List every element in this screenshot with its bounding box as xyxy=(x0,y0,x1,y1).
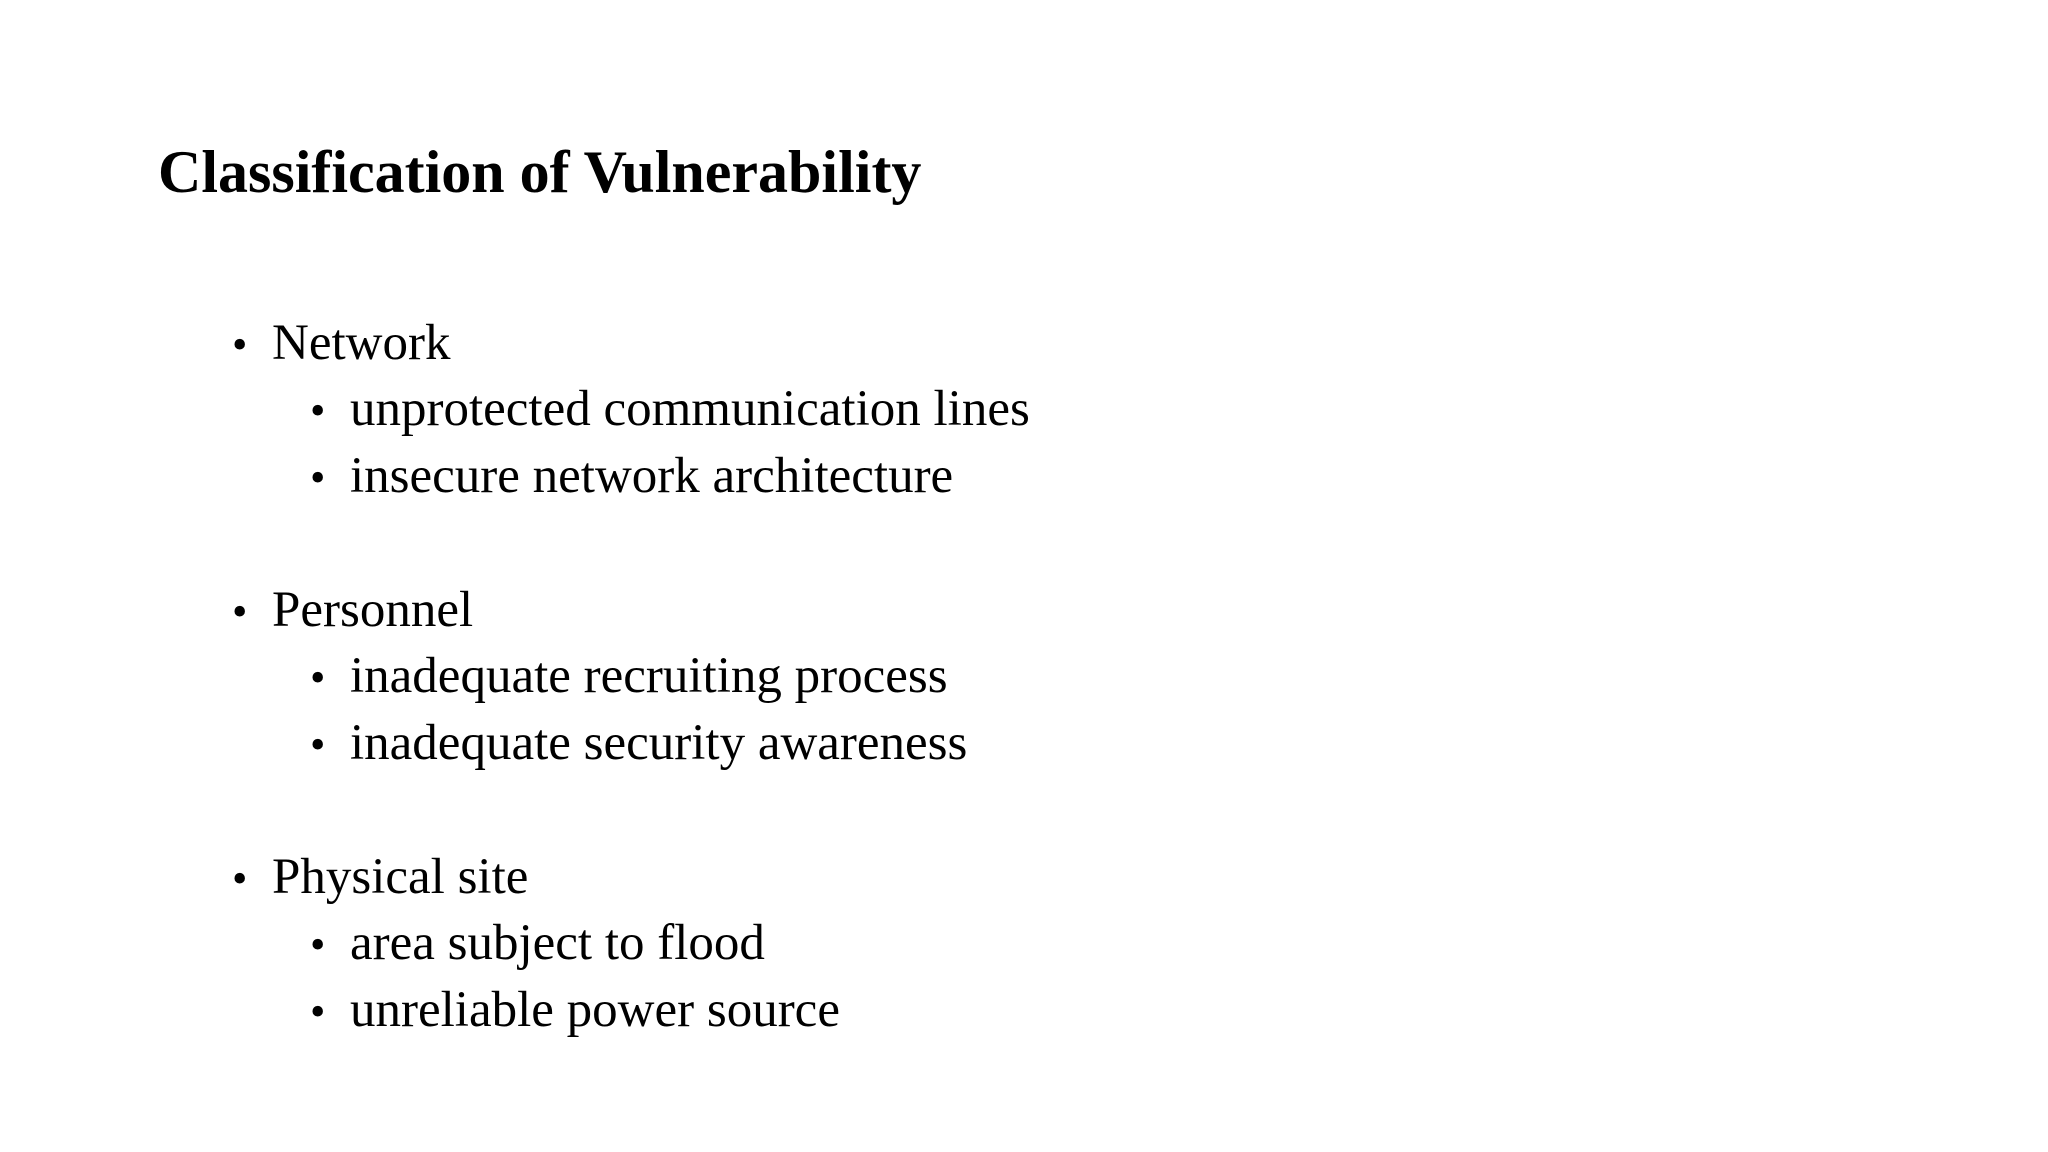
slide-title: Classification of Vulnerability xyxy=(158,139,922,205)
sub-bullet-text: inadequate recruiting process xyxy=(350,648,948,704)
list-item xyxy=(310,977,1030,1044)
sub-list xyxy=(232,910,1030,1044)
bullet-icon: • xyxy=(232,320,248,369)
bullet-icon: • xyxy=(310,720,326,769)
list-item xyxy=(310,910,1030,977)
bullet-label: Physical site xyxy=(272,849,529,905)
sub-bullet-text: unreliable power source xyxy=(350,982,840,1038)
sub-bullet-text: area subject to flood xyxy=(350,915,765,971)
sub-list xyxy=(232,643,1030,777)
list-item xyxy=(310,443,1030,510)
bullet-label: Network xyxy=(272,315,451,371)
bullet-group-physical-site xyxy=(232,844,1030,1044)
list-item xyxy=(232,577,1030,643)
sub-bullet-text: insecure network architecture xyxy=(350,448,954,504)
bullet-icon: • xyxy=(310,920,326,969)
bullet-list xyxy=(232,310,1030,1044)
list-item xyxy=(310,376,1030,443)
list-item xyxy=(310,643,1030,710)
bullet-icon: • xyxy=(232,587,248,636)
bullet-icon: • xyxy=(310,653,326,702)
list-item xyxy=(232,844,1030,910)
sub-list xyxy=(232,376,1030,510)
list-item xyxy=(310,710,1030,777)
bullet-icon: • xyxy=(310,453,326,502)
bullet-icon: • xyxy=(232,854,248,903)
bullet-label: Personnel xyxy=(272,582,474,638)
sub-bullet-text: unprotected communication lines xyxy=(350,381,1030,437)
bullet-icon: • xyxy=(310,386,326,435)
bullet-group-personnel xyxy=(232,577,1030,777)
bullet-group-network xyxy=(232,310,1030,510)
sub-bullet-text: inadequate security awareness xyxy=(350,715,968,771)
bullet-icon: • xyxy=(310,987,326,1036)
list-item xyxy=(232,310,1030,376)
